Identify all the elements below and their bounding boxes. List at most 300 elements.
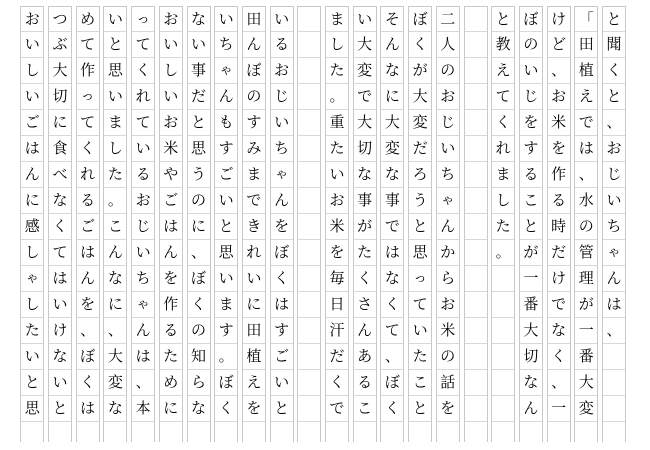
manuscript-column xyxy=(436,6,460,442)
manuscript-cell: 思 xyxy=(188,136,210,162)
manuscript-cell xyxy=(465,396,487,422)
manuscript-cell: て xyxy=(492,84,514,110)
manuscript-cell: 変 xyxy=(104,370,126,396)
manuscript-cell: 米 xyxy=(326,214,348,240)
manuscript-cell: い xyxy=(437,136,459,162)
manuscript-column xyxy=(491,6,515,442)
manuscript-column xyxy=(76,6,100,442)
manuscript-cell: い xyxy=(160,32,182,58)
manuscript-cell: ん xyxy=(104,240,126,266)
manuscript-cell: ぼ xyxy=(77,344,99,370)
manuscript-cell: て xyxy=(132,32,154,58)
manuscript-cell xyxy=(298,240,320,266)
manuscript-cell: 、 xyxy=(548,370,570,396)
manuscript-cell: お xyxy=(548,84,570,110)
manuscript-cell: 二 xyxy=(437,6,459,32)
manuscript-cell: 時 xyxy=(548,214,570,240)
manuscript-cell: く xyxy=(354,266,376,292)
manuscript-cell: あ xyxy=(354,344,376,370)
manuscript-column xyxy=(131,6,155,442)
manuscript-cell: る xyxy=(520,162,542,188)
manuscript-column xyxy=(602,6,626,442)
manuscript-cell: い xyxy=(132,136,154,162)
manuscript-cell: ま xyxy=(326,6,348,32)
manuscript-cell: じ xyxy=(520,84,542,110)
manuscript-cell: ご xyxy=(21,110,43,136)
manuscript-column xyxy=(20,6,44,442)
manuscript-cell: お xyxy=(132,188,154,214)
manuscript-cell: け xyxy=(49,318,71,344)
manuscript-cell: で xyxy=(548,292,570,318)
manuscript-cell: す xyxy=(215,136,237,162)
manuscript-cell: ん xyxy=(381,32,403,58)
manuscript-cell: で xyxy=(575,110,597,136)
manuscript-column xyxy=(242,6,266,442)
manuscript-cell xyxy=(298,344,320,370)
manuscript-cell: こ xyxy=(104,214,126,240)
manuscript-cell: 大 xyxy=(49,58,71,84)
manuscript-cell: く xyxy=(77,370,99,396)
manuscript-cell: 聞 xyxy=(603,32,625,58)
manuscript-cell: 事 xyxy=(188,58,210,84)
manuscript-cell: し xyxy=(160,58,182,84)
manuscript-cell xyxy=(298,84,320,110)
manuscript-cell: る xyxy=(77,188,99,214)
manuscript-cell: ら xyxy=(188,370,210,396)
manuscript-cell: っ xyxy=(77,84,99,110)
manuscript-cell xyxy=(465,266,487,292)
manuscript-cell: 大 xyxy=(520,318,542,344)
manuscript-column xyxy=(159,6,183,442)
manuscript-cell: 汗 xyxy=(326,318,348,344)
manuscript-cell: 変 xyxy=(409,110,431,136)
manuscript-cell: た xyxy=(326,136,348,162)
manuscript-column xyxy=(547,6,571,442)
manuscript-cell: ぼ xyxy=(520,6,542,32)
manuscript-cell xyxy=(465,58,487,84)
manuscript-cell: ち xyxy=(603,214,625,240)
manuscript-cell: 作 xyxy=(548,162,570,188)
manuscript-cell: た xyxy=(104,162,126,188)
manuscript-cell: 大 xyxy=(381,110,403,136)
manuscript-cell: 大 xyxy=(575,370,597,396)
manuscript-cell xyxy=(465,370,487,396)
manuscript-cell: ゃ xyxy=(215,58,237,84)
manuscript-cell: 米 xyxy=(160,136,182,162)
manuscript-cell: と xyxy=(409,396,431,422)
manuscript-cell: る xyxy=(132,162,154,188)
manuscript-cell xyxy=(298,162,320,188)
manuscript-cell: え xyxy=(492,58,514,84)
manuscript-cell: は xyxy=(271,292,293,318)
manuscript-cell: ん xyxy=(160,240,182,266)
manuscript-column xyxy=(408,6,432,442)
manuscript-cell: れ xyxy=(132,84,154,110)
manuscript-cell: の xyxy=(520,32,542,58)
manuscript-cell xyxy=(465,188,487,214)
manuscript-cell: く xyxy=(381,292,403,318)
manuscript-cell: ぼ xyxy=(215,370,237,396)
manuscript-cell: け xyxy=(548,6,570,32)
manuscript-cell: な xyxy=(104,396,126,422)
manuscript-cell: ら xyxy=(437,266,459,292)
manuscript-cell: く xyxy=(132,58,154,84)
manuscript-cell: お xyxy=(326,188,348,214)
manuscript-cell: 米 xyxy=(437,318,459,344)
manuscript-cell: て xyxy=(409,292,431,318)
manuscript-cell: で xyxy=(381,214,403,240)
manuscript-cell: を xyxy=(520,110,542,136)
manuscript-cell: お xyxy=(160,110,182,136)
manuscript-cell: い xyxy=(21,84,43,110)
manuscript-cell: 番 xyxy=(520,292,542,318)
manuscript-cell: い xyxy=(409,318,431,344)
manuscript-cell: は xyxy=(603,292,625,318)
manuscript-cell: と xyxy=(104,32,126,58)
manuscript-cell: 切 xyxy=(354,136,376,162)
manuscript-cell: の xyxy=(437,344,459,370)
manuscript-cell: れ xyxy=(243,240,265,266)
manuscript-cell xyxy=(298,136,320,162)
manuscript-cell: 大 xyxy=(409,84,431,110)
manuscript-cell: と xyxy=(603,84,625,110)
manuscript-cell xyxy=(492,318,514,344)
manuscript-cell: 本 xyxy=(132,396,154,422)
manuscript-cell: い xyxy=(21,344,43,370)
manuscript-cell: え xyxy=(575,84,597,110)
manuscript-cell: た xyxy=(326,58,348,84)
manuscript-cell: ぼ xyxy=(271,240,293,266)
manuscript-cell: い xyxy=(132,240,154,266)
manuscript-cell: は xyxy=(575,136,597,162)
manuscript-cell: お xyxy=(271,58,293,84)
manuscript-cell: た xyxy=(409,344,431,370)
manuscript-cell: っ xyxy=(132,6,154,32)
manuscript-cell: ど xyxy=(548,32,570,58)
manuscript-cell xyxy=(465,162,487,188)
manuscript-cell: を xyxy=(77,292,99,318)
manuscript-cell: る xyxy=(160,318,182,344)
manuscript-cell: の xyxy=(437,58,459,84)
manuscript-cell: 変 xyxy=(381,136,403,162)
manuscript-cell: 理 xyxy=(575,266,597,292)
manuscript-cell: い xyxy=(215,188,237,214)
manuscript-cell: な xyxy=(381,162,403,188)
manuscript-cell: く xyxy=(77,136,99,162)
manuscript-cell: ま xyxy=(492,162,514,188)
manuscript-cell xyxy=(298,266,320,292)
manuscript-cell: と xyxy=(520,214,542,240)
manuscript-cell: か xyxy=(437,240,459,266)
manuscript-cell: れ xyxy=(492,136,514,162)
manuscript-cell: ま xyxy=(243,162,265,188)
manuscript-cell: る xyxy=(354,370,376,396)
manuscript-cell: と xyxy=(603,6,625,32)
manuscript-cell: い xyxy=(603,188,625,214)
manuscript-cell: い xyxy=(104,84,126,110)
manuscript-cell: ち xyxy=(437,162,459,188)
manuscript-cell: は xyxy=(160,214,182,240)
manuscript-cell: こ xyxy=(520,188,542,214)
manuscript-cell xyxy=(465,84,487,110)
manuscript-cell: け xyxy=(548,266,570,292)
manuscript-cell: 植 xyxy=(243,344,265,370)
manuscript-cell: ゃ xyxy=(603,240,625,266)
manuscript-cell: に xyxy=(188,214,210,240)
manuscript-cell: ぼ xyxy=(381,370,403,396)
manuscript-cell: じ xyxy=(271,84,293,110)
manuscript-column xyxy=(574,6,598,442)
manuscript-cell: と xyxy=(21,370,43,396)
manuscript-cell: て xyxy=(77,110,99,136)
manuscript-column xyxy=(214,6,238,442)
manuscript-cell: さ xyxy=(354,292,376,318)
manuscript-cell: い xyxy=(215,266,237,292)
manuscript-cell: え xyxy=(243,370,265,396)
manuscript-cell: い xyxy=(326,162,348,188)
manuscript-cell: じ xyxy=(437,110,459,136)
manuscript-cell: い xyxy=(271,370,293,396)
manuscript-cell: い xyxy=(104,6,126,32)
manuscript-cell: っ xyxy=(409,266,431,292)
manuscript-cell: ん xyxy=(520,396,542,422)
manuscript-cell: な xyxy=(188,6,210,32)
manuscript-column xyxy=(325,6,349,442)
manuscript-cell: こ xyxy=(409,370,431,396)
manuscript-cell: ろ xyxy=(409,162,431,188)
manuscript-cell xyxy=(492,344,514,370)
manuscript-cell: 。 xyxy=(104,188,126,214)
manuscript-cell xyxy=(603,396,625,422)
manuscript-cell: お xyxy=(160,6,182,32)
manuscript-cell: 管 xyxy=(575,240,597,266)
manuscript-cell: に xyxy=(49,110,71,136)
manuscript-cell xyxy=(298,110,320,136)
manuscript-cell: ち xyxy=(215,32,237,58)
manuscript-cell: し xyxy=(21,240,43,266)
manuscript-cell: く xyxy=(409,32,431,58)
manuscript-cell: い xyxy=(243,266,265,292)
manuscript-cell: い xyxy=(354,6,376,32)
manuscript-cell: て xyxy=(77,32,99,58)
manuscript-cell: し xyxy=(326,32,348,58)
manuscript-cell: 番 xyxy=(575,344,597,370)
manuscript-cell: だ xyxy=(188,84,210,110)
manuscript-cell: の xyxy=(243,84,265,110)
manuscript-cell: 大 xyxy=(354,32,376,58)
manuscript-cell: に xyxy=(160,396,182,422)
manuscript-cell xyxy=(465,318,487,344)
manuscript-cell: な xyxy=(354,162,376,188)
manuscript-cell: ん xyxy=(271,188,293,214)
manuscript-cell: が xyxy=(520,240,542,266)
manuscript-cell: た xyxy=(492,214,514,240)
manuscript-cell: 思 xyxy=(104,58,126,84)
manuscript-cell: し xyxy=(21,58,43,84)
manuscript-cell: 作 xyxy=(77,58,99,84)
manuscript-cell: に xyxy=(243,292,265,318)
manuscript-cell: 食 xyxy=(49,136,71,162)
manuscript-cell: く xyxy=(381,396,403,422)
manuscript-cell: く xyxy=(492,110,514,136)
manuscript-cell: ん xyxy=(215,84,237,110)
manuscript-cell xyxy=(298,188,320,214)
manuscript-cell xyxy=(298,396,320,422)
manuscript-cell: 、 xyxy=(548,58,570,84)
manuscript-cell: 変 xyxy=(575,396,597,422)
manuscript-cell: 。 xyxy=(492,240,514,266)
manuscript-cell: な xyxy=(49,188,71,214)
manuscript-cell: 事 xyxy=(381,188,403,214)
manuscript-cell: 、 xyxy=(603,110,625,136)
manuscript-cell: ち xyxy=(271,136,293,162)
manuscript-column xyxy=(187,6,211,442)
manuscript-cell: な xyxy=(520,370,542,396)
manuscript-column xyxy=(103,6,127,442)
manuscript-cell: お xyxy=(603,136,625,162)
manuscript-cell: す xyxy=(215,318,237,344)
manuscript-cell: お xyxy=(437,292,459,318)
manuscript-cell xyxy=(298,6,320,32)
manuscript-cell: 大 xyxy=(354,110,376,136)
manuscript-cell: だ xyxy=(326,344,348,370)
manuscript-cell: い xyxy=(49,370,71,396)
manuscript-cell: な xyxy=(548,318,570,344)
manuscript-cell xyxy=(298,58,320,84)
manuscript-cell xyxy=(465,6,487,32)
manuscript-cell: 一 xyxy=(548,396,570,422)
manuscript-cell: 、 xyxy=(188,240,210,266)
manuscript-column xyxy=(464,6,488,442)
manuscript-cell: ん xyxy=(21,162,43,188)
manuscript-cell: 水 xyxy=(575,188,597,214)
manuscript-cell: な xyxy=(104,266,126,292)
manuscript-cell xyxy=(465,136,487,162)
manuscript-cell: い xyxy=(520,58,542,84)
manuscript-cell: う xyxy=(188,162,210,188)
manuscript-cell: い xyxy=(49,292,71,318)
manuscript-cell xyxy=(298,370,320,396)
manuscript-cell: を xyxy=(326,240,348,266)
manuscript-cell: ゃ xyxy=(437,188,459,214)
manuscript-cell: 、 xyxy=(104,318,126,344)
manuscript-cell: 田 xyxy=(243,6,265,32)
manuscript-cell: た xyxy=(21,318,43,344)
manuscript-cell: な xyxy=(381,58,403,84)
manuscript-cell: の xyxy=(188,318,210,344)
manuscript-cell xyxy=(298,214,320,240)
manuscript-cell: お xyxy=(21,6,43,32)
manuscript-cell: ご xyxy=(160,188,182,214)
manuscript-cell: 切 xyxy=(49,84,71,110)
manuscript-cell: 思 xyxy=(215,240,237,266)
manuscript-cell: い xyxy=(271,6,293,32)
manuscript-cell: ま xyxy=(104,110,126,136)
manuscript-cell: 「 xyxy=(575,6,597,32)
manuscript-cell: を xyxy=(437,396,459,422)
manuscript-cell: と xyxy=(409,214,431,240)
manuscript-cell: が xyxy=(354,214,376,240)
manuscript-cell xyxy=(492,266,514,292)
manuscript-cell: な xyxy=(381,266,403,292)
manuscript-cell xyxy=(465,32,487,58)
manuscript-cell: お xyxy=(437,84,459,110)
manuscript-cell: 教 xyxy=(492,32,514,58)
manuscript-cell: れ xyxy=(77,162,99,188)
manuscript-cell: に xyxy=(21,188,43,214)
manuscript-cell: じ xyxy=(132,214,154,240)
manuscript-cell: い xyxy=(215,6,237,32)
manuscript-cell: 変 xyxy=(354,58,376,84)
manuscript-cell: ご xyxy=(271,344,293,370)
manuscript-cell: 米 xyxy=(548,110,570,136)
manuscript-cell: ん xyxy=(77,266,99,292)
manuscript-cell: だ xyxy=(409,136,431,162)
manuscript-cell: な xyxy=(188,396,210,422)
manuscript-cell: を xyxy=(548,136,570,162)
manuscript-cell: が xyxy=(409,58,431,84)
manuscript-cell: 、 xyxy=(381,344,403,370)
manuscript-cell: き xyxy=(243,214,265,240)
manuscript-cell: 大 xyxy=(104,344,126,370)
manuscript-cell: 思 xyxy=(409,240,431,266)
manuscript-cell: 重 xyxy=(326,110,348,136)
manuscript-cell: 植 xyxy=(575,58,597,84)
manuscript-cell: ぼ xyxy=(243,58,265,84)
manuscript-cell: み xyxy=(243,136,265,162)
manuscript-cell: て xyxy=(132,110,154,136)
manuscript-cell: 事 xyxy=(354,188,376,214)
manuscript-cell: 、 xyxy=(77,318,99,344)
manuscript-cell: て xyxy=(381,318,403,344)
manuscript-column xyxy=(297,6,321,442)
manuscript-cell: で xyxy=(243,188,265,214)
manuscript-cell: と xyxy=(492,6,514,32)
manuscript-cell: く xyxy=(215,396,237,422)
manuscript-cell: に xyxy=(381,84,403,110)
manuscript-cell: と xyxy=(215,214,237,240)
manuscript-cell: と xyxy=(188,110,210,136)
manuscript-cell xyxy=(603,370,625,396)
manuscript-cell: と xyxy=(49,396,71,422)
manuscript-cell xyxy=(465,240,487,266)
manuscript-cell: を xyxy=(271,214,293,240)
manuscript-cell: の xyxy=(188,188,210,214)
manuscript-cell: め xyxy=(77,6,99,32)
manuscript-cell: ぼ xyxy=(188,266,210,292)
manuscript-cell: し xyxy=(104,136,126,162)
manuscript-cell: こ xyxy=(354,396,376,422)
manuscript-cell: ゃ xyxy=(132,292,154,318)
manuscript-cell: た xyxy=(160,344,182,370)
manuscript-cell: ん xyxy=(354,318,376,344)
manuscript-cell: 一 xyxy=(520,266,542,292)
manuscript-cell: の xyxy=(575,214,597,240)
manuscript-column xyxy=(380,6,404,442)
manuscript-cell: ぶ xyxy=(49,32,71,58)
manuscript-cell: な xyxy=(49,344,71,370)
manuscript-cell: 、 xyxy=(603,318,625,344)
manuscript-cell xyxy=(298,292,320,318)
manuscript-cell: 。 xyxy=(326,84,348,110)
manuscript-cell: は xyxy=(381,240,403,266)
manuscript-cell: す xyxy=(520,136,542,162)
manuscript-cell: も xyxy=(215,110,237,136)
manuscript-cell: は xyxy=(77,240,99,266)
manuscript-cell: 毎 xyxy=(326,266,348,292)
manuscript-cell: ぼ xyxy=(409,6,431,32)
manuscript-cell: ん xyxy=(243,32,265,58)
